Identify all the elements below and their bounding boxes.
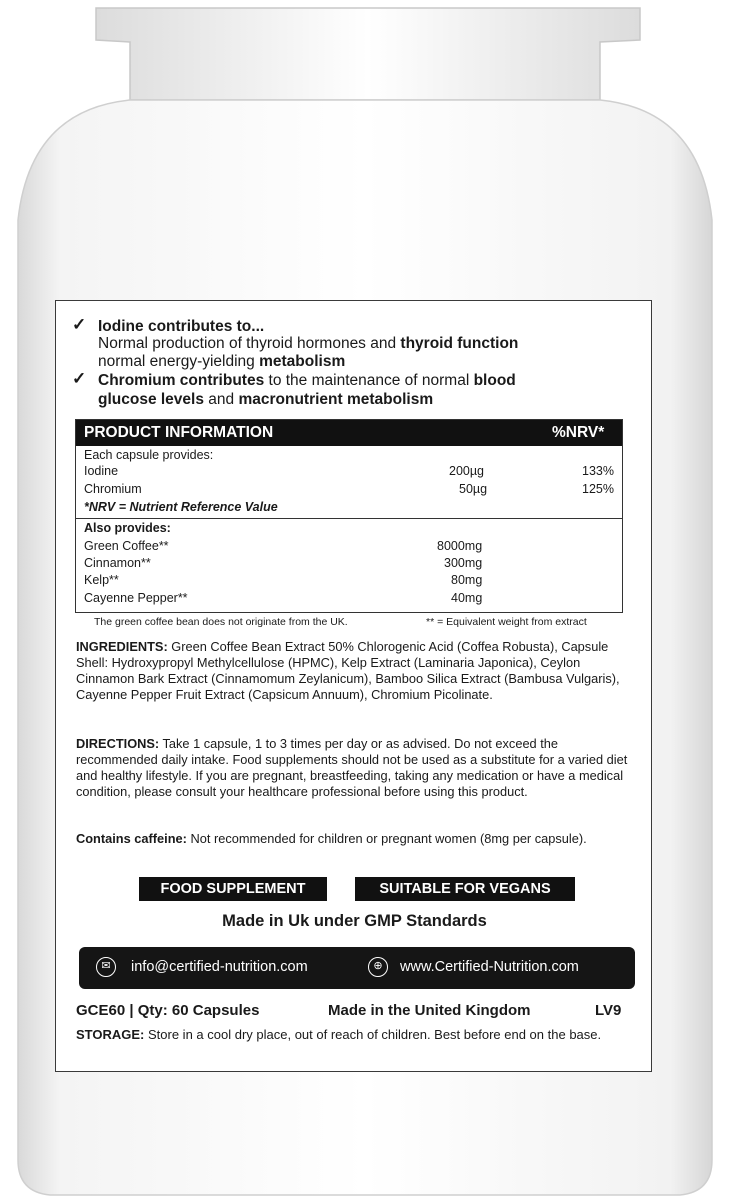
nrv-note: *NRV = Nutrient Reference Value [84,500,278,514]
also-provides-label: Also provides: [84,521,171,535]
iodine-claim-line2: normal energy-yielding metabolism [98,353,346,370]
product-information-heading: PRODUCT INFORMATION [84,424,274,441]
nutrient-amount: 200µg [449,464,485,478]
table-divider [76,518,622,519]
product-label [55,300,652,1072]
origin-footnote: The green coffee bean does not originate from the UK. [94,616,348,628]
extract-amount: 8000mg [437,539,483,553]
chromium-claim-line2: glucose levels and macronutrient metabolism [98,391,434,408]
globe-icon: ⊕ [368,957,388,977]
extract-name: Cayenne Pepper** [84,591,188,605]
suitable-for-vegans-badge: SUITABLE FOR VEGANS [355,877,575,901]
extract-name: Kelp** [84,573,119,587]
nutrient-nrv: 133% [582,464,614,478]
checkmark-icon: ✓ [72,315,87,334]
nutrient-name: Chromium [84,482,142,496]
chromium-claim-line1: Chromium contributes to the maintenance of normal blood [98,372,516,389]
lot-code: LV9 [595,1002,622,1019]
extract-footnote: ** = Equivalent weight from extract [426,616,587,628]
extract-amount: 40mg [451,591,483,605]
table-header [76,420,622,446]
website-link[interactable]: www.Certified-Nutrition.com [400,959,579,975]
extract-name: Green Coffee** [84,539,169,553]
product-code: GCE60 | Qty: 60 Capsules [76,1002,260,1019]
contact-bar [79,947,635,989]
product-information-table [75,419,623,613]
made-in-uk: Made in the United Kingdom [328,1002,531,1019]
nrv-heading: %NRV* [552,424,605,441]
extract-amount: 80mg [451,573,483,587]
extract-name: Cinnamon** [84,556,151,570]
nutrient-name: Iodine [84,464,119,478]
directions-paragraph: DIRECTIONS: Take 1 capsule, 1 to 3 times per day or as advised. Do not exceed the recommended daily intake. Food supplements should not be used as a substitute for a varied diet and healthy lifestyle. If you are pregnant, breastfeeding, taking any medication or have a medical condition, please consult your healthcare professional before using this product. [76,736,628,799]
caffeine-paragraph: Contains caffeine: Not recommended for children or pregnant women (8mg per capsule). [76,831,587,846]
email-link[interactable]: info@certified-nutrition.com [131,959,308,975]
extract-amount: 300mg [444,556,483,570]
storage-paragraph: STORAGE: Store in a cool dry place, out of reach of children. Best before end on the base. [76,1027,602,1042]
nutrient-amount: 50µg [459,482,488,496]
iodine-claim-lead: Iodine contributes to... [98,318,265,335]
ingredients-paragraph: INGREDIENTS: Green Coffee Bean Extract 50% Chlorogenic Acid (Coffea Robusta), Capsule Shell: Hydroxypropyl Methylcellulose (HPMC), Kelp Extract (Laminaria Japonica), Ceylon Cinnamon Bark Extract (Cinnamomum Zeylanicum), Bamboo Silica Extract (Bambusa Vulgaris), Cayenne Pepper Fruit Extract (Capsicum Annuum), Chromium Picolinate. [76,639,620,702]
email-icon: ✉ [96,957,116,977]
each-capsule-label: Each capsule provides: [84,448,214,462]
nutrient-nrv: 125% [582,482,614,496]
food-supplement-badge: FOOD SUPPLEMENT [139,877,327,901]
gmp-statement: Made in Uk under GMP Standards [222,912,487,930]
iodine-claim-line1: Normal production of thyroid hormones and thyroid function [98,335,519,352]
checkmark-icon: ✓ [72,369,87,388]
